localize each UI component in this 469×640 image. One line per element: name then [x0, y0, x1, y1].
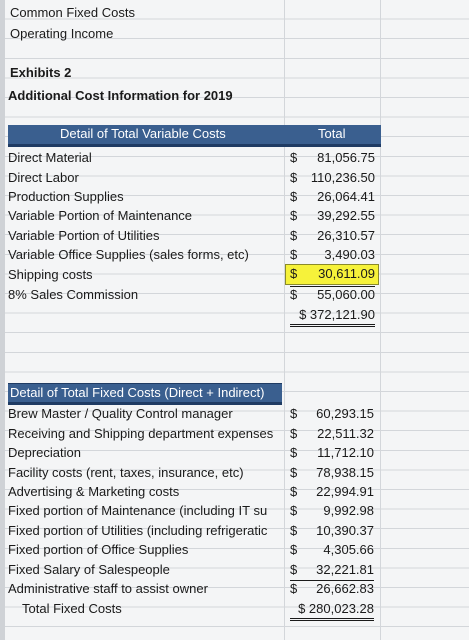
variable-row-label[interactable]: 8% Sales Commission	[8, 287, 139, 302]
amount-value: 11,712.10	[317, 445, 374, 460]
amount-value: 110,236.50	[310, 170, 375, 185]
dollar-sign: $	[290, 208, 298, 223]
fixed-row-label[interactable]: Facility costs (rent, taxes, insurance, etc)	[8, 465, 244, 480]
dollar-sign: $	[290, 228, 298, 243]
amount-value: 78,938.15	[316, 465, 374, 480]
fixed-row-label[interactable]: Fixed Salary of Salespeople	[8, 562, 170, 577]
amount-value: 22,511.32	[317, 426, 374, 441]
dollar-sign: $	[290, 523, 298, 538]
fixed-row-label[interactable]: Fixed portion of Maintenance (including IT su	[8, 503, 268, 518]
fixed-header-label: Detail of Total Fixed Costs (Direct + Indirect)	[10, 385, 265, 400]
fixed-costs-header	[8, 383, 282, 405]
variable-row-label[interactable]: Variable Office Supplies (sales forms, etc)	[8, 247, 249, 262]
fixed-row-label[interactable]: Fixed portion of Utilities (including refrigeratic	[8, 523, 268, 538]
dollar-sign: $	[290, 581, 298, 596]
row-header-strip	[0, 0, 5, 640]
fixed-row-label[interactable]: Administrative staff to assist owner	[8, 581, 208, 596]
dollar-sign: $	[290, 266, 298, 281]
highlighted-amount-cell[interactable]	[286, 265, 378, 284]
amount-value: 22,994.91	[316, 484, 374, 499]
dollar-sign: $	[290, 484, 298, 499]
dollar-sign: $	[290, 170, 298, 185]
exhibit-subtitle[interactable]: Additional Cost Information for 2019	[8, 88, 233, 103]
fixed-row-label[interactable]: Brew Master / Quality Control manager	[8, 406, 233, 421]
amount-value: 60,293.15	[316, 406, 374, 421]
dollar-sign: $	[290, 150, 298, 165]
amount-value: 9,992.98	[323, 503, 374, 518]
dollar-sign: $	[290, 247, 298, 262]
variable-header-label: Detail of Total Variable Costs	[60, 126, 226, 141]
dollar-sign: $	[290, 465, 298, 480]
fixed-row-label[interactable]: Fixed portion of Office Supplies	[8, 542, 189, 557]
dollar-sign: $	[290, 542, 298, 557]
dollar-sign: $	[290, 562, 298, 577]
dollar-sign: $	[290, 426, 298, 441]
cell-operating-income[interactable]: Operating Income	[10, 26, 114, 41]
variable-row-label[interactable]: Variable Portion of Utilities	[8, 228, 160, 243]
amount-value: 55,060.00	[317, 287, 375, 302]
variable-row-amount[interactable]	[290, 286, 375, 302]
amount-value: 26,662.83	[316, 581, 374, 596]
amount-value: 81,056.75	[317, 150, 375, 165]
fixed-total-label[interactable]: Total Fixed Costs	[22, 601, 122, 616]
amount-value: 10,390.37	[316, 523, 374, 538]
amount-value: 26,064.41	[317, 189, 375, 204]
variable-row-label[interactable]: Production Supplies	[8, 189, 124, 204]
fixed-row-label[interactable]: Advertising & Marketing costs	[8, 484, 180, 499]
amount-value: 4,305.66	[323, 542, 374, 557]
fixed-row-label[interactable]: Receiving and Shipping department expenses	[8, 426, 274, 441]
variable-costs-header	[8, 125, 381, 147]
amount-value: 3,490.03	[324, 247, 375, 262]
variable-row-label[interactable]: Shipping costs	[8, 267, 93, 282]
fixed-total[interactable]: $ 280,023.28	[290, 600, 374, 621]
cell-common-fixed-costs[interactable]: Common Fixed Costs	[10, 5, 135, 20]
dollar-sign: $	[290, 406, 298, 421]
variable-header-total: Total	[318, 126, 346, 141]
variable-row-label[interactable]: Direct Material	[8, 150, 92, 165]
dollar-sign: $	[290, 445, 298, 460]
variable-total[interactable]: $ 372,121.90	[290, 306, 375, 327]
amount-value: 39,292.55	[317, 208, 375, 223]
amount-value: 32,221.81	[316, 562, 374, 577]
fixed-row-amount[interactable]	[290, 580, 374, 596]
variable-row-label[interactable]: Variable Portion of Maintenance	[8, 208, 193, 223]
dollar-sign: $	[290, 503, 298, 518]
dollar-sign: $	[290, 287, 298, 302]
amount-value: 26,310.57	[317, 228, 375, 243]
variable-row-label[interactable]: Direct Labor	[8, 170, 79, 185]
fixed-row-label[interactable]: Depreciation	[8, 445, 81, 460]
dollar-sign: $	[290, 189, 298, 204]
amount-value: 30,611.09	[318, 266, 375, 281]
exhibit-title[interactable]: Exhibits 2	[10, 65, 72, 80]
